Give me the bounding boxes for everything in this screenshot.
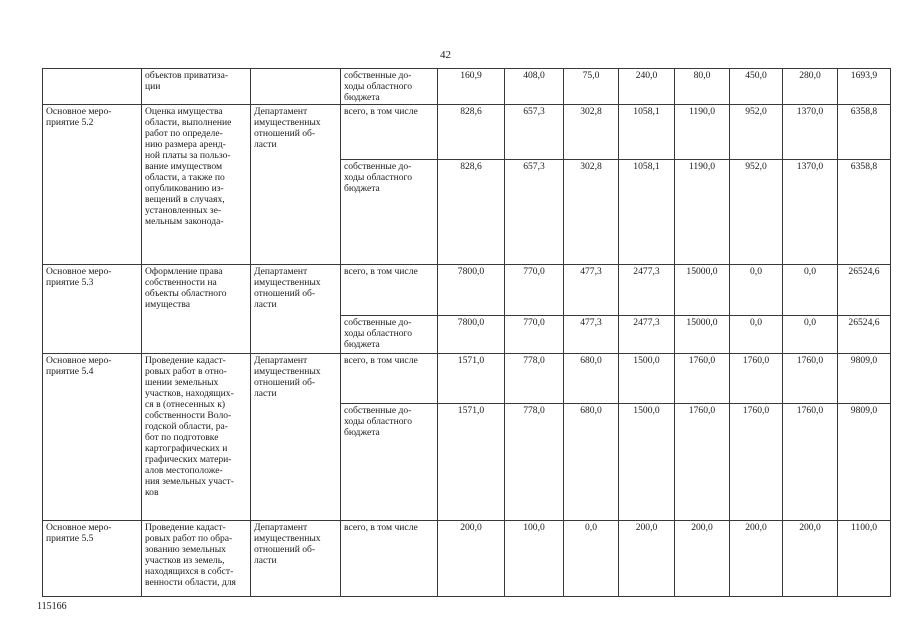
funding-source-cell: всего, в том числе	[341, 354, 438, 404]
department-cell: Департамент имущественных отношений об- ласти	[251, 521, 341, 597]
year-value-cell: 1500,0	[619, 404, 675, 521]
year-value-cell: 1571,0	[438, 354, 505, 404]
funding-source-cell: всего, в том числе	[341, 105, 438, 160]
year-value-cell: 1058,1	[619, 160, 675, 265]
measure-name-cell: объектов приватиза- ции	[142, 69, 251, 105]
total-value-cell: 1100,0	[838, 521, 891, 597]
table-row	[43, 521, 891, 597]
year-value-cell: 1370,0	[783, 160, 838, 265]
year-value-cell: 680,0	[564, 354, 619, 404]
measure-name-cell: Проведение кадаст- ровых работ по обра- зованию земельных участков из земель, находящихся в собст- венности области, для	[142, 521, 251, 597]
year-value-cell: 1760,0	[730, 404, 783, 521]
year-value-cell: 1760,0	[783, 404, 838, 521]
year-value-cell: 770,0	[505, 316, 564, 354]
year-value-cell: 160,9	[438, 69, 505, 105]
year-value-cell: 7800,0	[438, 265, 505, 316]
year-value-cell: 240,0	[619, 69, 675, 105]
year-value-cell: 778,0	[505, 354, 564, 404]
measure-cell: Основное меро- приятие 5.4	[43, 354, 142, 521]
year-value-cell: 1190,0	[675, 105, 730, 160]
year-value-cell: 952,0	[730, 105, 783, 160]
measure-cell	[43, 69, 142, 105]
table-row	[43, 69, 891, 105]
year-value-cell: 0,0	[783, 265, 838, 316]
total-value-cell: 9809,0	[838, 404, 891, 521]
department-cell: Департамент имущественных отношений об- ласти	[251, 105, 341, 265]
department-cell	[251, 69, 341, 105]
year-value-cell: 1058,1	[619, 105, 675, 160]
measure-cell: Основное меро- приятие 5.3	[43, 265, 142, 354]
year-value-cell: 1500,0	[619, 354, 675, 404]
document-code: 115166	[37, 601, 67, 612]
year-value-cell: 200,0	[438, 521, 505, 597]
year-value-cell: 450,0	[730, 69, 783, 105]
table-row	[43, 354, 891, 404]
funding-source-cell: всего, в том числе	[341, 521, 438, 597]
year-value-cell: 15000,0	[675, 316, 730, 354]
year-value-cell: 200,0	[619, 521, 675, 597]
measure-name-cell: Оценка имущества области, выполнение работ по определе- нию размера аренд- ной платы за пользо- вание имуществом области, а также по опубликованию из- вещений в случаях, установленных зе- мельным законода-	[142, 105, 251, 265]
year-value-cell: 2477,3	[619, 316, 675, 354]
year-value-cell: 952,0	[730, 160, 783, 265]
year-value-cell: 657,3	[505, 160, 564, 265]
department-cell: Департамент имущественных отношений об- ласти	[251, 354, 341, 521]
funding-source-cell: собственные до- ходы областного бюджета	[341, 69, 438, 105]
year-value-cell: 0,0	[564, 521, 619, 597]
year-value-cell: 0,0	[783, 316, 838, 354]
measure-name-cell: Оформление права собственности на объекты областного имущества	[142, 265, 251, 354]
year-value-cell: 100,0	[505, 521, 564, 597]
year-value-cell: 408,0	[505, 69, 564, 105]
year-value-cell: 302,8	[564, 160, 619, 265]
total-value-cell: 26524,6	[838, 316, 891, 354]
year-value-cell: 0,0	[730, 265, 783, 316]
year-value-cell: 200,0	[730, 521, 783, 597]
measure-cell: Основное меро- приятие 5.2	[43, 105, 142, 265]
year-value-cell: 828,6	[438, 160, 505, 265]
year-value-cell: 1190,0	[675, 160, 730, 265]
funding-source-cell: собственные до- ходы областного бюджета	[341, 316, 438, 354]
year-value-cell: 778,0	[505, 404, 564, 521]
year-value-cell: 1760,0	[675, 404, 730, 521]
year-value-cell: 75,0	[564, 69, 619, 105]
year-value-cell: 200,0	[675, 521, 730, 597]
table-row	[43, 265, 891, 316]
total-value-cell: 1693,9	[838, 69, 891, 105]
year-value-cell: 280,0	[783, 69, 838, 105]
year-value-cell: 302,8	[564, 105, 619, 160]
year-value-cell: 1760,0	[783, 354, 838, 404]
year-value-cell: 1370,0	[783, 105, 838, 160]
year-value-cell: 2477,3	[619, 265, 675, 316]
total-value-cell: 6358,8	[838, 105, 891, 160]
year-value-cell: 7800,0	[438, 316, 505, 354]
year-value-cell: 1760,0	[675, 354, 730, 404]
table-row	[43, 105, 891, 160]
funding-source-cell: всего, в том числе	[341, 265, 438, 316]
measure-cell: Основное меро- приятие 5.5	[43, 521, 142, 597]
total-value-cell: 6358,8	[838, 160, 891, 265]
year-value-cell: 0,0	[730, 316, 783, 354]
year-value-cell: 477,3	[564, 265, 619, 316]
measure-name-cell: Проведение кадаст- ровых работ в отно- шении земельных участков, находящих- ся в (отнесенных к) собственности Воло- годской области, ра- бот по подготовке картографических и графических матери- алов местоположе- ния земельных участ- ков	[142, 354, 251, 521]
year-value-cell: 1760,0	[730, 354, 783, 404]
year-value-cell: 657,3	[505, 105, 564, 160]
year-value-cell: 770,0	[505, 265, 564, 316]
department-cell: Департамент имущественных отношений об- ласти	[251, 265, 341, 354]
year-value-cell: 680,0	[564, 404, 619, 521]
funding-source-cell: собственные до- ходы областного бюджета	[341, 160, 438, 265]
year-value-cell: 200,0	[783, 521, 838, 597]
total-value-cell: 9809,0	[838, 354, 891, 404]
total-value-cell: 26524,6	[838, 265, 891, 316]
financing-table	[42, 68, 891, 597]
year-value-cell: 80,0	[675, 69, 730, 105]
year-value-cell: 477,3	[564, 316, 619, 354]
year-value-cell: 15000,0	[675, 265, 730, 316]
year-value-cell: 1571,0	[438, 404, 505, 521]
year-value-cell: 828,6	[438, 105, 505, 160]
page-number: 42	[440, 49, 451, 61]
funding-source-cell: собственные до- ходы областного бюджета	[341, 404, 438, 521]
